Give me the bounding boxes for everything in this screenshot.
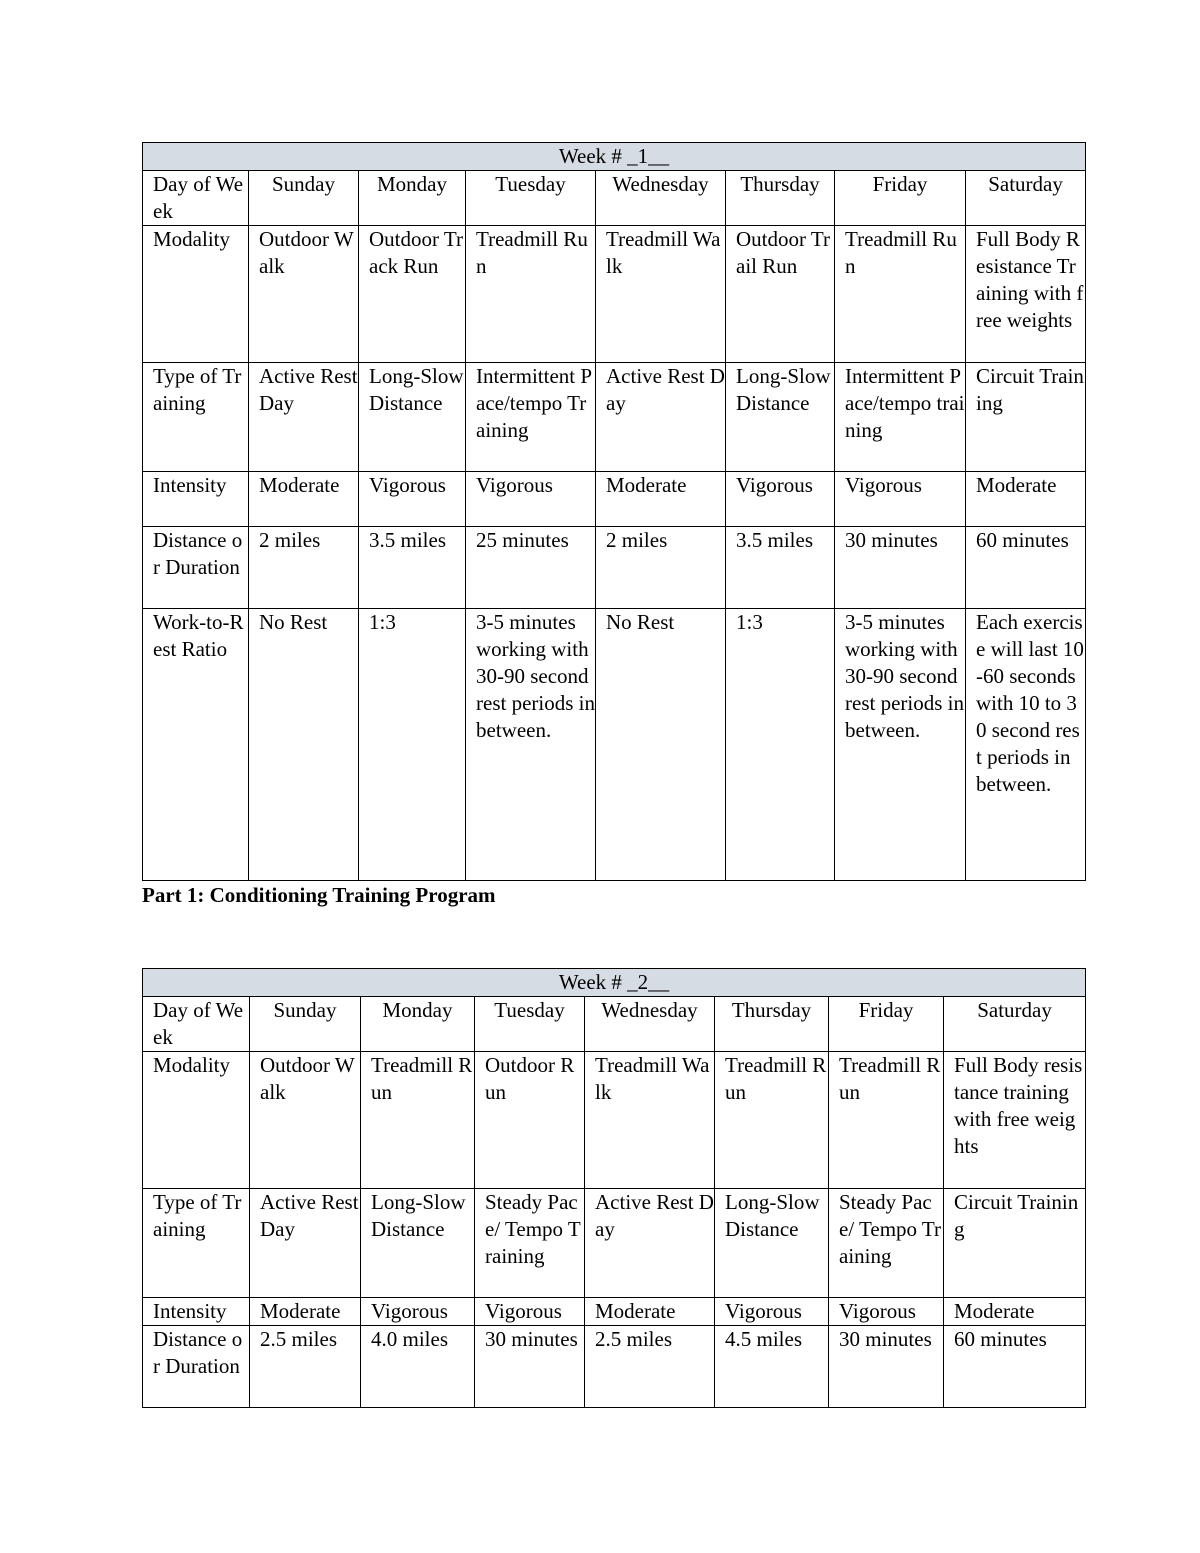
table-cell: 25 minutes [466,527,596,609]
table-cell: Intermittent Pace/tempo Training [466,363,596,472]
table-cell: Vigorous [715,1298,829,1326]
table-cell: Long-Slow Distance [359,363,466,472]
week-header-row [143,969,1086,997]
table-cell: Treadmill Walk [596,226,726,363]
table-cell: Active Rest Day [250,1189,361,1298]
table-cell: 4.5 miles [715,1326,829,1408]
table-cell: Vigorous [361,1298,475,1326]
table-cell: Moderate [249,472,359,527]
distance-row [143,1326,1086,1408]
row-label: Type of Training [143,1189,250,1298]
table-cell: Circuit Training [966,363,1086,472]
table-cell: Moderate [250,1298,361,1326]
day-header-row [143,171,1086,226]
table-cell: Active Rest Day [585,1189,715,1298]
week-header-row [143,143,1086,171]
week-title: Week # _2__ [143,969,1086,997]
table-cell: 60 minutes [944,1326,1086,1408]
table-cell: Active Rest Day [596,363,726,472]
part-title: Part 1: Conditioning Training Program [142,883,496,907]
table-cell: Moderate [585,1298,715,1326]
row-label: Distance or Duration [143,527,249,609]
table-cell: 3-5 minutes working with 30-90 second rest periods in between. [466,609,596,881]
row-label: Day of Week [143,997,250,1052]
day-header-wednesday: Wednesday [596,171,726,226]
intensity-row [143,1298,1086,1326]
week-1-table [142,142,1086,881]
table-cell: Treadmill Run [829,1052,944,1189]
table-cell: Active Rest Day [249,363,359,472]
row-label: Distance or Duration [143,1326,250,1408]
table-cell: 4.0 miles [361,1326,475,1408]
table-cell: 2 miles [249,527,359,609]
day-header-thursday: Thursday [715,997,829,1052]
table-cell: Moderate [596,472,726,527]
table-cell: Long-Slow Distance [361,1189,475,1298]
table-cell: Vigorous [835,472,966,527]
modality-row [143,226,1086,363]
table-cell: Long-Slow Distance [726,363,835,472]
modality-row [143,1052,1086,1189]
table-cell: Long-Slow Distance [715,1189,829,1298]
table-cell: 2 miles [596,527,726,609]
day-header-friday: Friday [829,997,944,1052]
training-type-row [143,363,1086,472]
row-label: Modality [143,226,249,363]
table-cell: Moderate [966,472,1086,527]
day-header-row [143,997,1086,1052]
table-cell: Vigorous [726,472,835,527]
table-cell: 60 minutes [966,527,1086,609]
table-cell: 2.5 miles [250,1326,361,1408]
table-cell: Vigorous [829,1298,944,1326]
day-header-friday: Friday [835,171,966,226]
table-cell: 3.5 miles [359,527,466,609]
table-cell: Steady Pace/ Tempo Training [475,1189,585,1298]
distance-row [143,527,1086,609]
table-cell: Vigorous [475,1298,585,1326]
day-header-saturday: Saturday [966,171,1086,226]
table-cell: Treadmill Walk [585,1052,715,1189]
training-type-row [143,1189,1086,1298]
table-cell: Full Body resistance training with free weights [944,1052,1086,1189]
row-label: Work-to-Rest Ratio [143,609,249,881]
table-cell: Each exercise will last 10-60 seconds with 10 to 30 second rest periods in between. [966,609,1086,881]
day-header-monday: Monday [359,171,466,226]
table-cell: 2.5 miles [585,1326,715,1408]
table-cell: 3-5 minutes working with 30-90 second rest periods in between. [835,609,966,881]
table-cell: Treadmill Run [466,226,596,363]
table-cell: 30 minutes [475,1326,585,1408]
table-cell: Outdoor Walk [250,1052,361,1189]
table-cell: Outdoor Track Run [359,226,466,363]
table-cell: Treadmill Run [835,226,966,363]
table-cell: 3.5 miles [726,527,835,609]
row-label: Intensity [143,1298,250,1326]
row-label: Intensity [143,472,249,527]
table-cell: Intermittent Pace/tempo training [835,363,966,472]
table-cell: Full Body Resistance Training with free weights [966,226,1086,363]
row-label: Day of Week [143,171,249,226]
day-header-tuesday: Tuesday [475,997,585,1052]
table-cell: Circuit Training [944,1189,1086,1298]
table-cell: 30 minutes [835,527,966,609]
table-cell: Moderate [944,1298,1086,1326]
table-cell: Steady Pace/ Tempo Training [829,1189,944,1298]
day-header-sunday: Sunday [249,171,359,226]
table-cell: 1:3 [726,609,835,881]
week-title: Week # _1__ [143,143,1086,171]
table-cell: No Rest [596,609,726,881]
table-cell: Outdoor Walk [249,226,359,363]
row-label: Modality [143,1052,250,1189]
table-cell: Vigorous [359,472,466,527]
table-cell: Outdoor Trail Run [726,226,835,363]
day-header-thursday: Thursday [726,171,835,226]
week-2-table [142,968,1086,1408]
day-header-monday: Monday [361,997,475,1052]
table-cell: Treadmill Run [361,1052,475,1189]
table-cell: Treadmill Run [715,1052,829,1189]
day-header-wednesday: Wednesday [585,997,715,1052]
row-label: Type of Training [143,363,249,472]
table-cell: Vigorous [466,472,596,527]
day-header-sunday: Sunday [250,997,361,1052]
day-header-tuesday: Tuesday [466,171,596,226]
day-header-saturday: Saturday [944,997,1086,1052]
intensity-row [143,472,1086,527]
table-cell: 1:3 [359,609,466,881]
table-cell: Outdoor Run [475,1052,585,1189]
table-cell: 30 minutes [829,1326,944,1408]
work-rest-row [143,609,1086,881]
table-cell: No Rest [249,609,359,881]
